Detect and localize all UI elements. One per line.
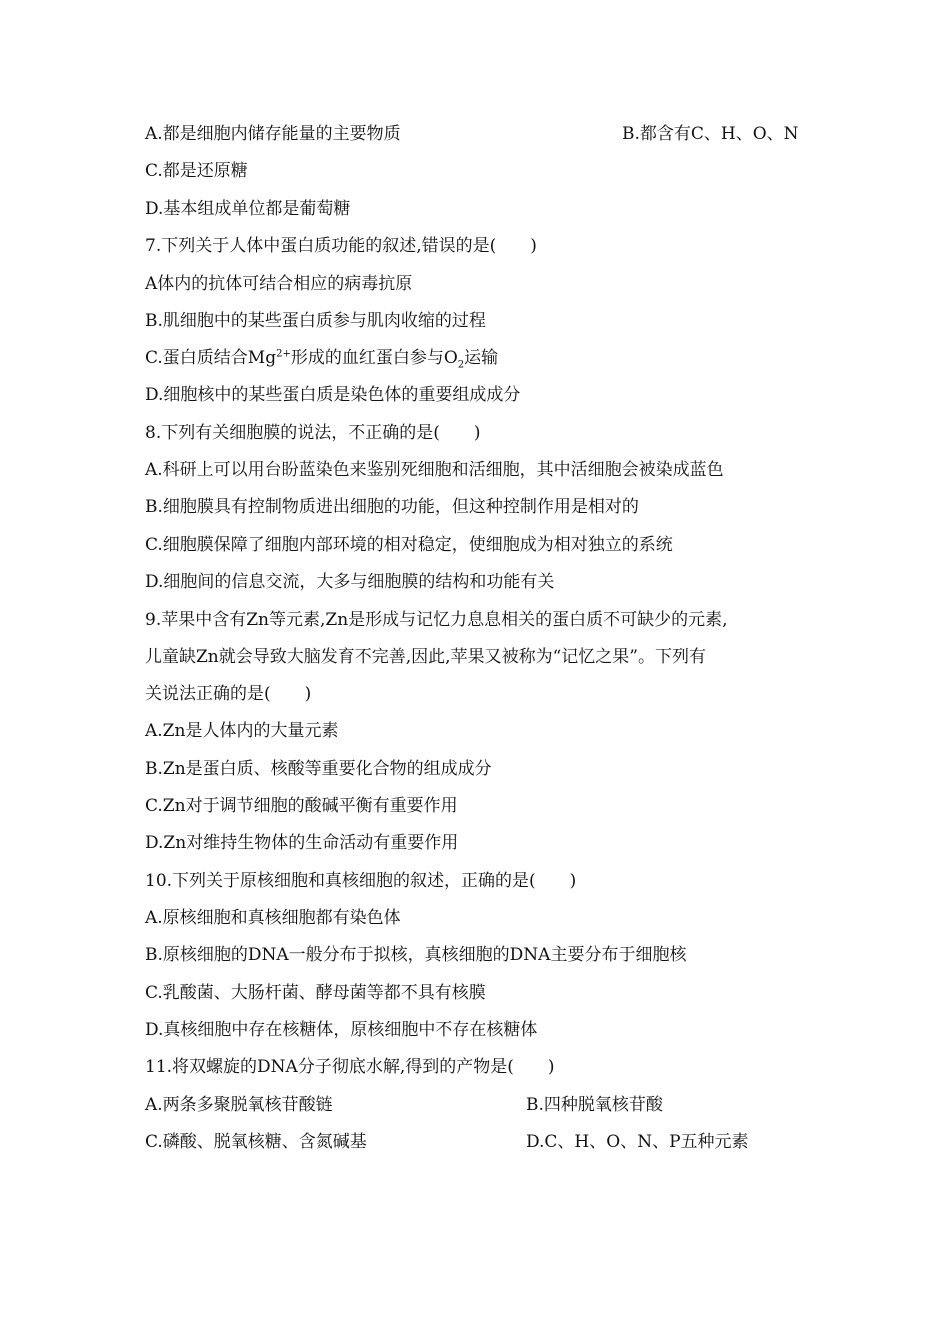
q9-option-b: B.Zn是蛋白质、核酸等重要化合物的组成成分 (145, 759, 492, 779)
q6-option-d: D.基本组成单位都是葡萄糖 (145, 199, 351, 219)
q7-option-c-pre: C.蛋白质结合Mg (145, 348, 277, 368)
q6-option-c: C.都是还原糖 (145, 161, 248, 181)
q9-option-a: A.Zn是人体内的大量元素 (145, 721, 339, 741)
q8-option-d: D.细胞间的信息交流，大多与细胞膜的结构和功能有关 (145, 572, 555, 592)
q10-option-b: B.原核细胞的DNA一般分布于拟核，真核细胞的DNA主要分布于细胞核 (145, 945, 687, 965)
q7-option-c-post: 运输 (464, 348, 499, 368)
q10-stem: 10.下列关于原核细胞和真核细胞的叙述，正确的是( ) (145, 871, 577, 891)
q11-option-d: D.C、H、O、N、P五种元素 (526, 1132, 749, 1152)
q8-option-c: C.细胞膜保障了细胞内部环境的相对稳定，使细胞成为相对独立的系统 (145, 535, 673, 555)
q7-option-b: B.肌细胞中的某些蛋白质参与肌肉收缩的过程 (145, 311, 486, 331)
q7-option-a: A体内的抗体可结合相应的病毒抗原 (145, 274, 413, 294)
q7-option-c-subscript: 2 (457, 359, 465, 371)
q6-option-a: A.都是细胞内储存能量的主要物质 (145, 124, 401, 144)
q9-option-c: C.Zn对于调节细胞的酸碱平衡有重要作用 (145, 796, 458, 816)
q7-option-c-superscript: 2+ (276, 348, 291, 360)
q11-option-a: A.两条多聚脱氧核苷酸链 (145, 1095, 333, 1115)
q7-option-d: D.细胞核中的某些蛋白质是染色体的重要组成成分 (145, 385, 521, 405)
q10-option-d: D.真核细胞中存在核糖体，原核细胞中不存在核糖体 (145, 1020, 538, 1040)
q8-option-a: A.科研上可以用台盼蓝染色来鉴别死细胞和活细胞，其中活细胞会被染成蓝色 (145, 460, 724, 480)
q6-option-b: B.都含有C、H、O、N (622, 124, 799, 144)
q10-option-a: A.原核细胞和真核细胞都有染色体 (145, 908, 401, 928)
q9-stem-line-1: 9.苹果中含有Zn等元素,Zn是形成与记忆力息息相关的蛋白质不可缺少的元素, (145, 610, 728, 630)
q8-option-b: B.细胞膜具有控制物质进出细胞的功能，但这种控制作用是相对的 (145, 497, 639, 517)
q11-option-c: C.磷酸、脱氧核糖、含氮碱基 (145, 1132, 367, 1152)
q11-stem: 11.将双螺旋的DNA分子彻底水解,得到的产物是( ) (145, 1057, 555, 1077)
q7-option-c-mid: 形成的血红蛋白参与O (290, 348, 458, 368)
q8-stem: 8.下列有关细胞膜的说法，不正确的是( ) (145, 423, 481, 443)
q7-stem: 7.下列关于人体中蛋白质功能的叙述,错误的是( ) (145, 236, 537, 256)
q11-option-b: B.四种脱氧核苷酸 (526, 1095, 663, 1115)
q9-option-d: D.Zn对维持生物体的生命活动有重要作用 (145, 833, 459, 853)
q10-option-c: C.乳酸菌、大肠杆菌、酵母菌等都不具有核膜 (145, 983, 486, 1003)
q9-stem-line-3: 关说法正确的是( ) (145, 684, 312, 704)
q7-option-c (145, 347, 498, 369)
q9-stem-line-2: 儿童缺Zn就会导致大脑发育不完善,因此,苹果又被称为“记忆之果”。下列有 (145, 647, 706, 667)
